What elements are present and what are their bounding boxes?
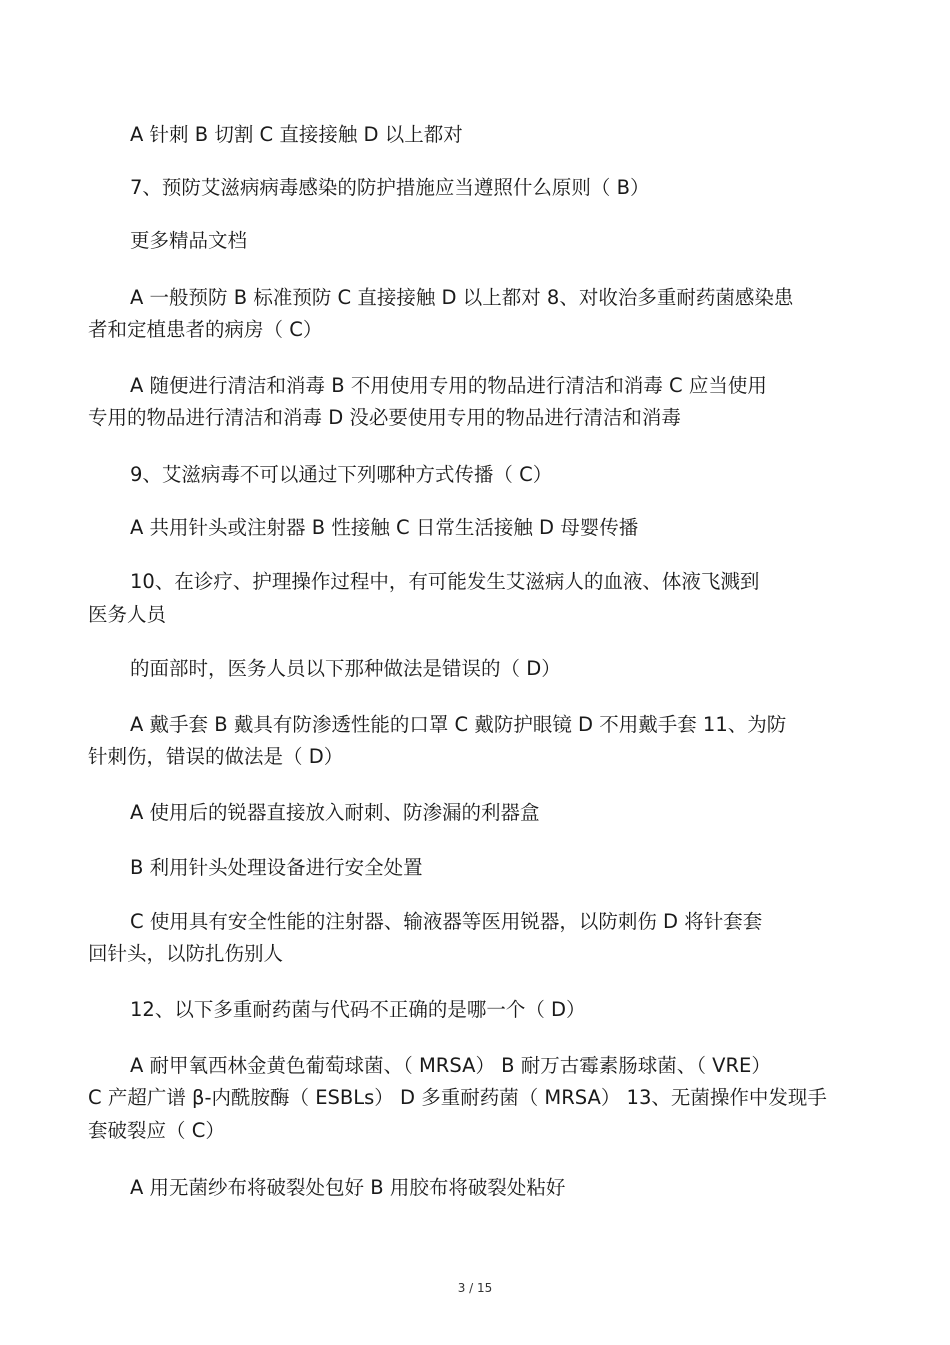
answer-option-11cd: C 使用具有安全性能的注射器、输液器等医用锐器，以防刺伤 D 将针套套 [130, 910, 763, 933]
question-13-cont: 套破裂应（ C） [88, 1119, 225, 1142]
question-11-cont: 针刺伤，错误的做法是（ D） [88, 745, 344, 768]
question-10-cont-2: 的面部时，医务人员以下那种做法是错误的（ D） [130, 657, 561, 680]
answer-options-13: A 用无菌纱布将破裂处包好 B 用胶布将破裂处粘好 [130, 1176, 566, 1199]
answer-option-11a: A 使用后的锐器直接放入耐刺、防渗漏的利器盒 [130, 801, 540, 824]
watermark-text: 更多精品文档 [130, 229, 248, 252]
answer-options-12: A 耐甲氧西林金黄色葡萄球菌、（ MRSA） B 耐万古霉素肠球菌、（ VRE） [130, 1054, 771, 1077]
page-number: 3 / 15 [457, 1281, 493, 1295]
answer-option-11d-cont: 回针头，以防扎伤别人 [88, 942, 284, 965]
question-9: 9、艾滋病毒不可以通过下列哪种方式传播（ C） [130, 463, 553, 486]
answer-options-7-question-8: A 一般预防 B 标准预防 C 直接接触 D 以上都对 8、对收治多重耐药菌感染患 [130, 286, 794, 309]
answer-options-9: A 共用针头或注射器 B 性接触 C 日常生活接触 D 母婴传播 [130, 516, 639, 539]
answer-options-6: A 针刺 B 切割 C 直接接触 D 以上都对 [130, 123, 463, 146]
question-7: 7、预防艾滋病病毒感染的防护措施应当遵照什么原则（ B） [130, 176, 650, 199]
answer-options-10-question-11: A 戴手套 B 戴具有防渗透性能的口罩 C 戴防护眼镜 D 不用戴手套 11、为防 [130, 713, 787, 736]
question-10-cont: 医务人员 [88, 603, 167, 626]
question-12: 12、以下多重耐药菌与代码不正确的是哪一个（ D） [130, 998, 586, 1021]
answer-options-12-question-13: C 产超广谱 β-内酰胺酶（ ESBLs） D 多重耐药菌（ MRSA） 13、无菌操作中发现手 [88, 1086, 827, 1109]
answer-options-8: A 随便进行清洁和消毒 B 不用使用专用的物品进行清洁和消毒 C 应当使用 [130, 374, 767, 397]
question-10: 10、在诊疗、护理操作过程中，有可能发生艾滋病人的血液、体液飞溅到 [130, 570, 760, 593]
question-8-cont: 者和定植患者的病房（ C） [88, 318, 323, 341]
answer-options-8-cont: 专用的物品进行清洁和消毒 D 没必要使用专用的物品进行清洁和消毒 [88, 406, 681, 429]
answer-option-11b: B 利用针头处理设备进行安全处置 [130, 856, 423, 879]
